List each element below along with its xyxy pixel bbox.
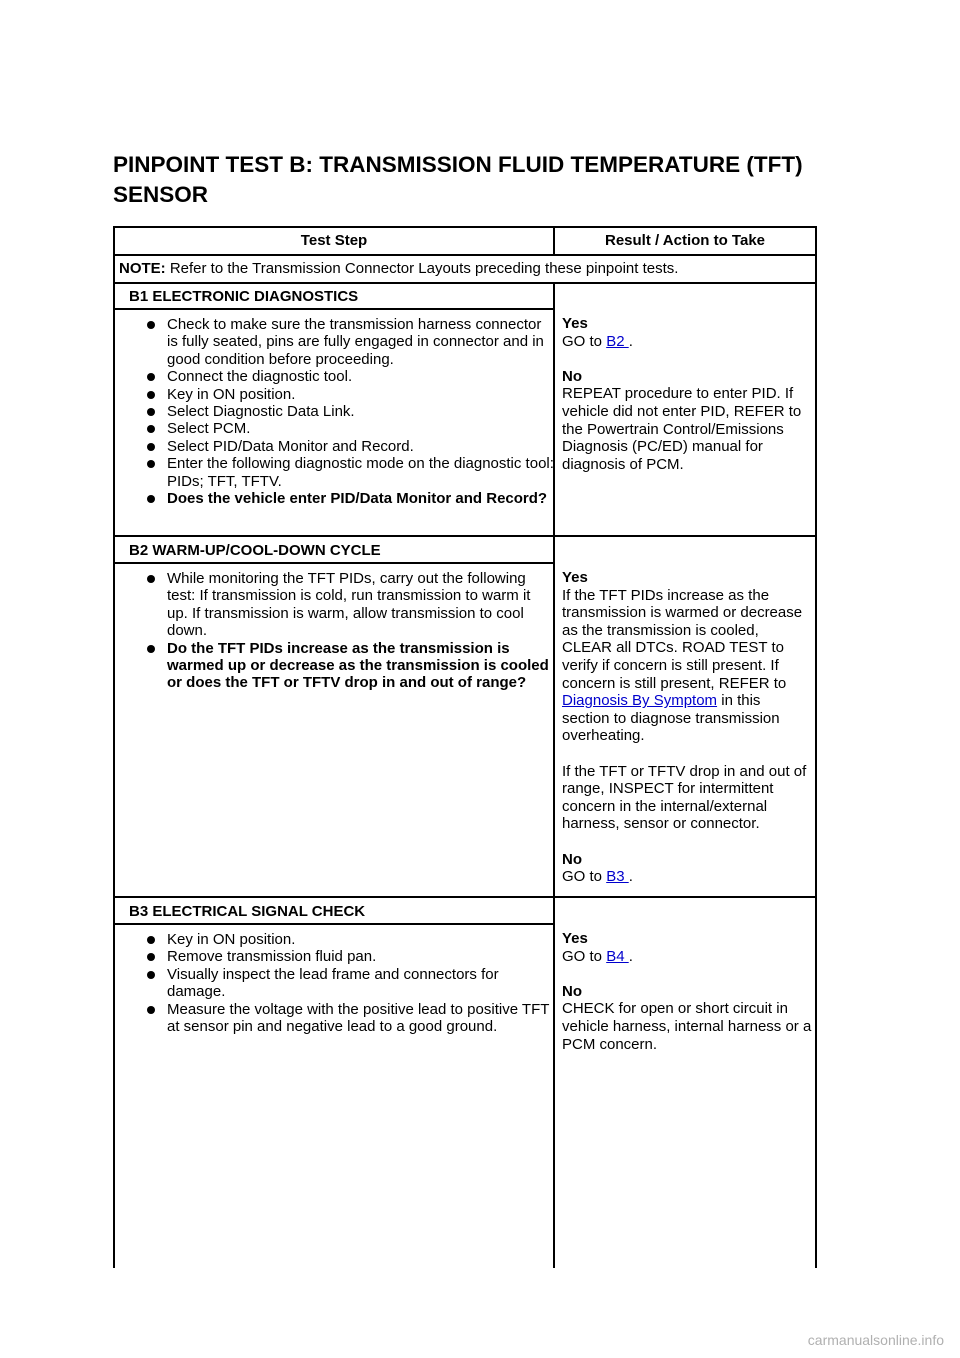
table-right-border [815,226,817,1268]
step-b1-question: Does the vehicle enter PID/Data Monitor and Record? [145,490,555,507]
b1-title-border [113,308,555,310]
link-diagnosis-by-symptom[interactable]: Diagnosis By Symptom [562,692,718,710]
step-b1-bullets [145,316,555,507]
b1-yes-label: Yes [562,315,588,332]
b2-no-label: No [562,850,582,868]
list-item: Select PCM. [145,420,555,437]
table-top-border [113,226,817,228]
step-b3-bullets [145,931,555,1035]
step-b3-title: B3 ELECTRICAL SIGNAL CHECK [129,903,366,920]
header-bottom-border [113,254,817,256]
note-bottom-border [113,282,817,284]
b3-no-text: CHECK for open or short circuit in vehicle harness, internal harness or a PCM concern. [562,1000,812,1053]
b1-no-text: REPEAT procedure to enter PID. If vehicle did not enter PID, REFER to the Powertrain Control/Emissions Diagnosis (PC/ED) manual for diagnosis of PCM. [562,385,802,473]
b2-no-post: . [628,868,633,886]
list-item: Key in ON position. [145,386,555,403]
note-label: NOTE: [119,260,166,277]
b3-yes-label: Yes [562,930,588,947]
list-item: Connect the diagnostic tool. [145,368,555,385]
list-item: Visually inspect the lead frame and connectors for damage. [145,966,555,1001]
step-b2-bullets [145,570,555,692]
b3-title-border [113,923,555,925]
b2-yes-label: Yes [562,569,588,586]
header-test-step: Test Step [300,232,368,249]
link-b4[interactable]: B4 [606,947,629,965]
link-b3[interactable]: B3 [606,868,629,886]
list-item: Select Diagnostic Data Link. [145,403,555,420]
b3-no-label: No [562,982,582,1000]
list-item: Remove transmission fluid pan. [145,948,555,965]
b1-bottom-border [113,535,817,537]
step-b2-title: B2 WARM-UP/COOL-DOWN CYCLE [129,542,381,559]
note-row [119,260,813,278]
step-b3-result [562,930,812,1071]
table-left-border [113,226,115,1268]
b2-title-border [113,562,555,564]
step-b1-result [562,315,812,491]
step-b2-question: Do the TFT PIDs increase as the transmission is warmed up or decrease as the transmission is cooled or does the TFT or TFTV drop in and out of range? [145,640,555,692]
b3-yes-pre: GO to [562,947,607,965]
page-title: PINPOINT TEST B: TRANSMISSION FLUID TEMPERATURE (TFT) SENSOR [113,152,803,207]
note-text: Refer to the Transmission Connector Layouts preceding these pinpoint tests. [165,260,679,277]
step-b1-title: B1 ELECTRONIC DIAGNOSTICS [129,288,359,305]
b2-yes-pre: If the TFT PIDs increase as the transmission is warmed or decrease as the transmission is cooled, CLEAR all DTCs. ROAD TEST to verify if concern is still present. If concern is still present, REFER to [562,586,803,692]
b1-yes-post: . [628,332,633,350]
b3-yes-post: . [628,947,633,965]
list-item: Key in ON position. [145,931,555,948]
b2-yes-post: in this section to diagnose transmission overheating. [562,692,780,745]
b1-yes-pre: GO to [562,332,607,350]
b1-no-label: No [562,367,582,385]
b2-yes-extra: If the TFT or TFTV drop in and out of range, INSPECT for intermittent concern in the internal/external harness, sensor or connector. [562,762,807,833]
list-item: Check to make sure the transmission harness connector is fully seated, pins are fully engaged in connector and in good condition before proceeding. [145,316,555,368]
list-item: Select PID/Data Monitor and Record. [145,438,555,455]
b2-no-pre: GO to [562,868,607,886]
list-item: While monitoring the TFT PIDs, carry out the following test: If transmission is cold, run transmission to warm it up. If transmission is warm, allow transmission to cool down. [145,570,555,640]
site-watermark: carmanualsonline.info [807,1332,944,1348]
header-result: Result / Action to Take [604,232,766,249]
list-item: Enter the following diagnostic mode on the diagnostic tool: PIDs; TFT, TFTV. [145,455,555,490]
list-item: Measure the voltage with the positive lead to positive TFT at sensor pin and negative lead to a good ground. [145,1001,555,1036]
step-b2-result [562,569,812,903]
link-b2[interactable]: B2 [606,332,629,350]
